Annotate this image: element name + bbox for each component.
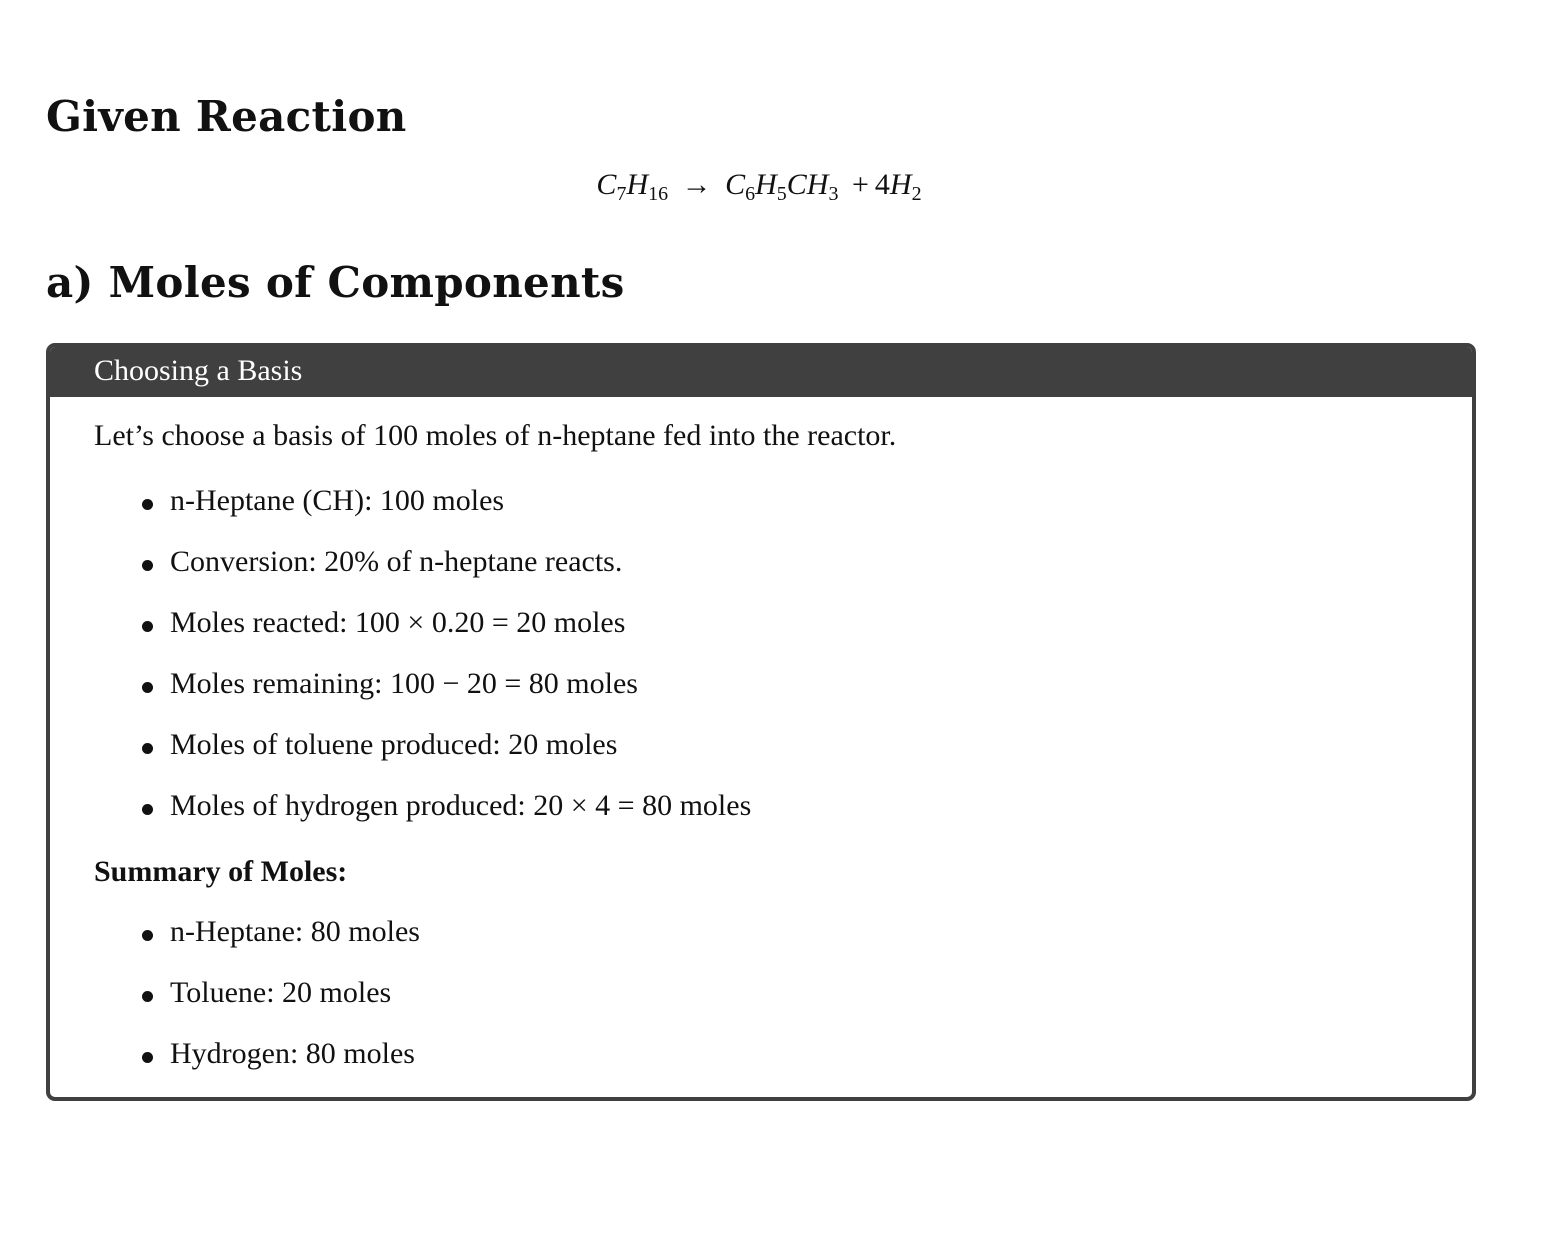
- reactant-h: H: [626, 168, 649, 201]
- list-item-text: Conversion: 20% of n-heptane reacts.: [170, 545, 623, 578]
- bullet-icon: [142, 682, 153, 693]
- hydrogen-coefficient: 4: [874, 168, 890, 201]
- list-item-text: Moles reacted: 100 × 0.20 = 20 moles: [170, 606, 626, 639]
- bullet-icon: [142, 499, 153, 510]
- product1-c-subscript: 6: [745, 183, 756, 205]
- reaction-equation: [0, 168, 1518, 205]
- box-header: [50, 347, 1472, 397]
- product2-h-subscript: 2: [911, 183, 922, 205]
- list-item-text: n-Heptane (CH): 100 moles: [170, 484, 505, 517]
- list-item-text: n-Heptane: 80 moles: [170, 915, 420, 948]
- list-item-text: Toluene: 20 moles: [170, 976, 392, 1009]
- bullet-icon: [142, 930, 153, 941]
- product2-h: H: [889, 168, 912, 201]
- product1-c: C: [725, 168, 746, 201]
- bullet-icon: [142, 743, 153, 754]
- section-title-given-reaction: Given Reaction: [46, 92, 407, 141]
- section-title-moles-of-components: a) Moles of Components: [46, 258, 625, 307]
- reactant-c: C: [596, 168, 617, 201]
- choosing-basis-box: [46, 343, 1476, 1101]
- product1-h-subscript: 5: [776, 183, 787, 205]
- bullet-icon: [142, 621, 153, 632]
- basis-intro-text: Let’s choose a basis of 100 moles of n-heptane fed into the reactor.: [94, 419, 897, 452]
- product1-ch: CH: [786, 168, 829, 201]
- reactant-h-subscript: 16: [648, 183, 669, 205]
- product1-ch-subscript: 3: [828, 183, 839, 205]
- plus-sign: +: [851, 168, 869, 201]
- reactant-c-subscript: 7: [616, 183, 627, 205]
- list-item-text: Hydrogen: 80 moles: [170, 1037, 415, 1070]
- bullet-icon: [142, 1052, 153, 1063]
- bullet-icon: [142, 560, 153, 571]
- list-item-text: Moles of hydrogen produced: 20 × 4 = 80 moles: [170, 789, 752, 822]
- reaction-arrow: →: [681, 168, 712, 201]
- box-title: Choosing a Basis: [94, 354, 303, 387]
- list-item-text: Moles remaining: 100 − 20 = 80 moles: [170, 667, 638, 700]
- product1-h: H: [755, 168, 777, 201]
- bullet-icon: [142, 991, 153, 1002]
- list-item-text: Moles of toluene produced: 20 moles: [170, 728, 618, 761]
- summary-heading: Summary of Moles:: [94, 855, 348, 888]
- bullet-icon: [142, 804, 153, 815]
